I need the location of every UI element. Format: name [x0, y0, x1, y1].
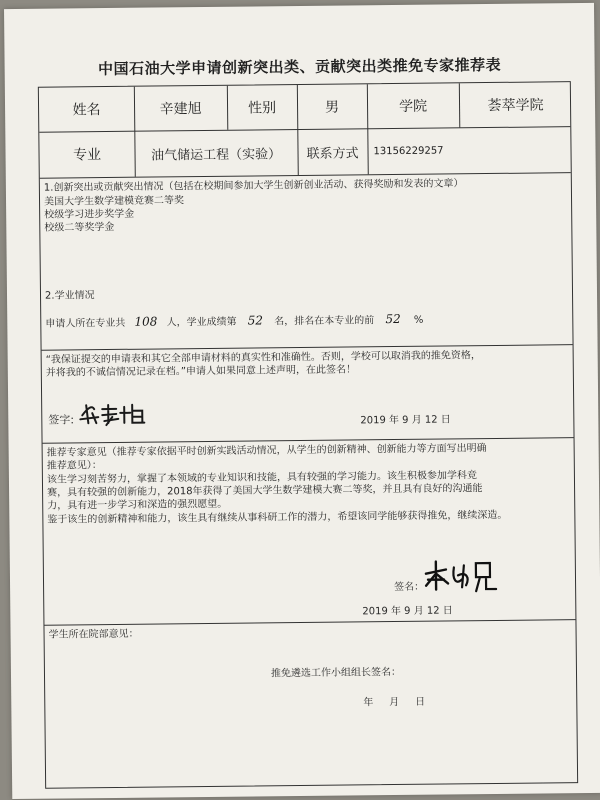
gender-label: 性别 — [247, 100, 277, 117]
achievement-item: 校级二等奖学金 — [44, 221, 115, 234]
form-sheet — [4, 3, 600, 799]
name-value: 辛建旭 — [159, 101, 202, 118]
applicant-sign-label: 签字: — [48, 413, 75, 427]
major-value: 油气储运工程（实验） — [150, 146, 282, 164]
college-label: 学院 — [398, 98, 428, 115]
page-title: 中国石油大学申请创新突出类、贡献突出类推免专家推荐表 — [98, 55, 502, 79]
recommendation-heading2: 推荐意见）： — [46, 460, 102, 472]
recommendation-form — [38, 81, 578, 789]
major-label: 专业 — [72, 147, 102, 164]
expert-sign-label: 签名： — [394, 581, 425, 594]
applicant-signature — [78, 401, 148, 428]
recommendation-body-line: 鉴于该生的创新精神和能力，该生具有继续从事科研工作的潜力，希望该同学能够获得推免，继续深造。 — [47, 509, 508, 526]
academic-line — [45, 313, 423, 331]
academic-mid1: 人，学业成绩第 — [166, 316, 237, 329]
college-opinion-heading: 学生所在院部意见： — [48, 628, 139, 641]
recommendation-body-line: 力，具有进一步学习和深造的强烈愿望。 — [47, 498, 228, 512]
achievement-item: 美国大学生数学建模竞赛二等奖 — [43, 195, 185, 208]
college-value: 荟萃学院 — [487, 97, 544, 115]
row-divider — [43, 437, 574, 444]
percent-value: 52 — [385, 311, 401, 327]
leader-sign-label: 推免遴选工作小组组长签名： — [270, 666, 402, 680]
percent-sign: % — [413, 314, 424, 326]
recommendation-body-line: 该生学习刻苦努力，掌握了本领域的专业知识和技能，具有较强的学习能力。该生积极参加学科竞 — [46, 470, 477, 486]
rank-value: 52 — [247, 313, 264, 328]
college-opinion-date: 年 月 日 — [363, 696, 426, 709]
name-label: 姓名 — [72, 102, 101, 119]
academic-prefix: 申请人所在专业共 — [45, 317, 126, 330]
recommendation-body-line: 赛，具有较强的创新能力，2018年获得了美国大学生数学建模大赛二等奖，并且具有良好的沟通能 — [47, 483, 483, 499]
declaration-date: 2019 年 9 月 12 日 — [360, 414, 451, 427]
total-students: 108 — [134, 314, 158, 329]
declaration-line2: 并将我的不诚信情况记录在档。”申请人如果同意上述声明，在此签名！ — [45, 364, 357, 379]
achievement-item: 校级学习进步奖学金 — [44, 208, 135, 221]
contact-label: 联系方式 — [306, 145, 359, 162]
gender-value: 男 — [324, 99, 340, 116]
academic-mid2: 名，排名在本专业的前 — [274, 315, 375, 328]
section2-heading: 2.学业情况 — [44, 290, 95, 302]
expert-date: 2019 年 9 月 12 日 — [362, 605, 453, 618]
expert-signature — [422, 559, 502, 596]
section1-heading: 1.创新突出或贡献突出情况（包括在校期间参加大学生创新创业活动、获得奖励和发表的文章） — [43, 178, 464, 194]
row-divider — [44, 619, 575, 626]
contact-value: 13156229257 — [373, 144, 444, 157]
recommendation-heading1: 推荐专家意见（推荐专家依据平时创新实践活动情况，从学生的创新精神、创新能力等方面写出明确 — [46, 443, 487, 459]
row-divider — [42, 344, 573, 351]
declaration-line1: “我保证提交的申请表和其它全部申请材料的真实性和准确性。否则，学校可以取消我的推免资格， — [45, 350, 481, 366]
